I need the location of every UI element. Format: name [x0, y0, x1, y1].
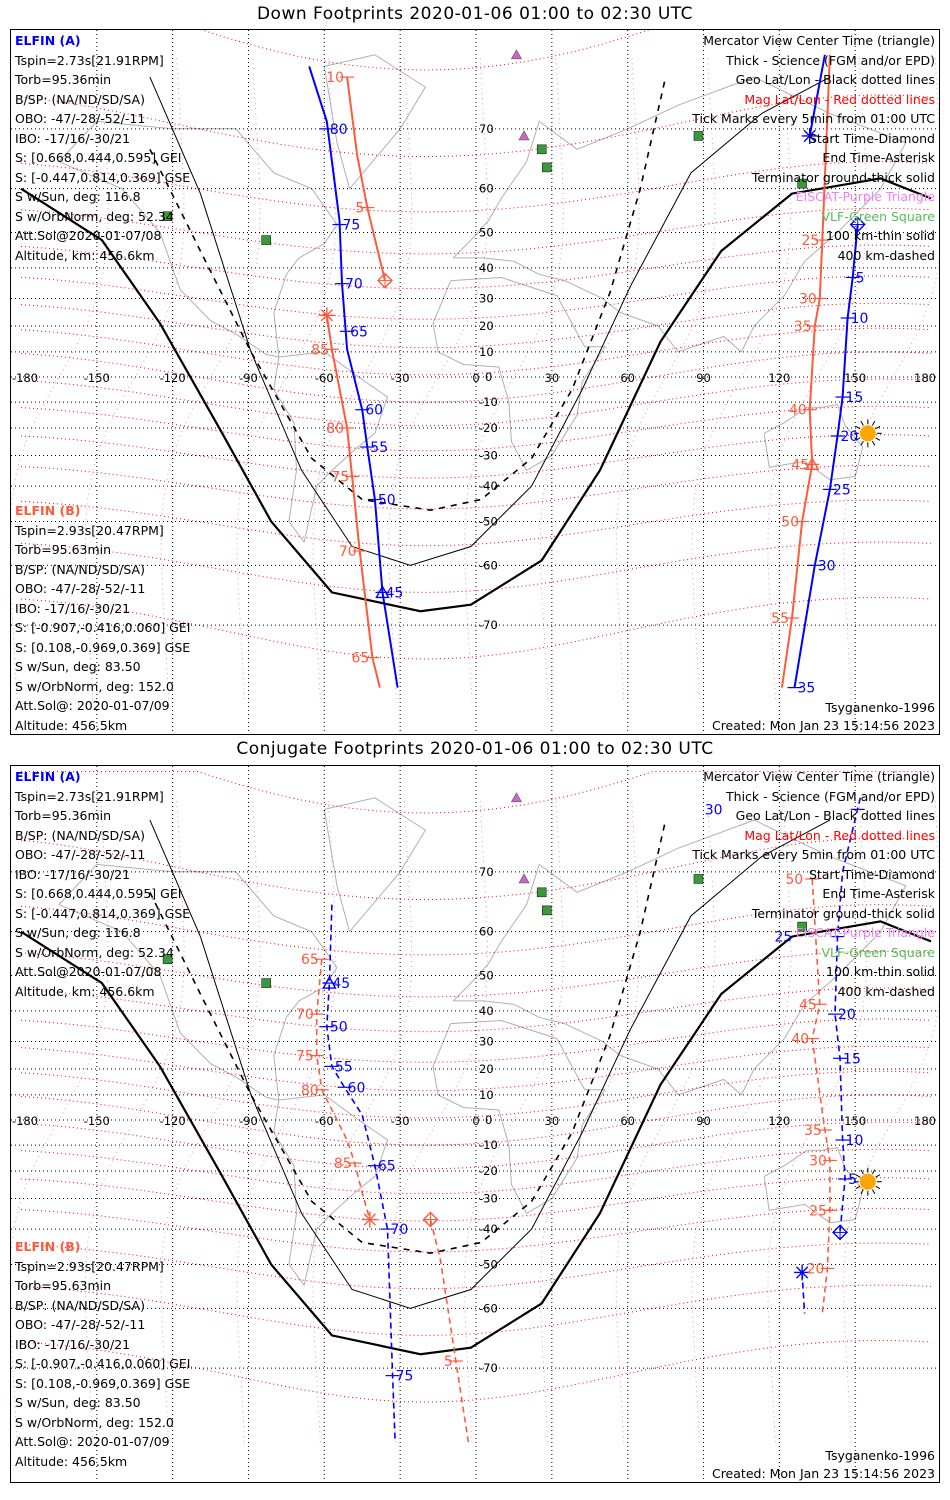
vlf-square	[694, 874, 703, 883]
lat-tick-label: -60	[479, 558, 498, 573]
tick-label: 75	[331, 469, 350, 486]
elfin-a-info-line: Tspin=2.73s[21.91RPM]	[15, 788, 164, 804]
elfin-b-info-line: S: [0.108,-0.969,0.369] GSE	[15, 639, 191, 655]
tick-label: 50	[785, 871, 804, 888]
elfin-b-info-line: Att.Sol@: 2020-01-07/09	[15, 698, 170, 713]
elfin-a-info-line: B/SP: (NA/ND/SD/SA)	[15, 827, 145, 843]
lon-tick-label: -120	[159, 371, 186, 385]
elfin-a-info-line: S: [0.668,0.444,0.595] GEI	[15, 150, 182, 165]
tick-label: 5	[443, 1354, 453, 1371]
lat-tick-label: 40	[479, 260, 494, 275]
tick-label: 45	[332, 976, 351, 993]
elfin-a-info-line: OBO: -47/-28/-52/-11	[15, 847, 146, 862]
lon-tick-label: 150	[844, 371, 867, 385]
tick-label: 20	[840, 429, 859, 446]
tick-label: 20	[806, 1261, 825, 1278]
lat-tick-label: 30	[479, 291, 494, 306]
elfin-a-info-line: Att.Sol@2020-01-07/08	[15, 228, 162, 243]
track-elfin-b	[326, 70, 392, 287]
tick-label: 65	[377, 1158, 396, 1175]
tick-label: 65	[350, 324, 368, 341]
track-elfin-b	[423, 1213, 468, 1443]
lon-tick-label: 60	[620, 1114, 636, 1128]
legend-entry: Tick Marks every 5min from 01:00 UTC	[692, 847, 935, 862]
vlf-square	[542, 906, 551, 915]
tick-label: 45	[798, 997, 817, 1014]
elfin-a-info-line: S: [0.668,0.444,0.595] GEI	[15, 886, 182, 901]
elfin-b-info-line: Torb=95.63min	[15, 542, 112, 557]
tick-label: 5	[848, 1172, 858, 1189]
model-label: Tsyganenko-1996	[825, 700, 935, 715]
lon-tick-label: -150	[83, 371, 110, 385]
tick-label: 15	[845, 390, 864, 407]
elfin-b-info-line: S: [0.108,-0.969,0.369] GSE	[15, 1375, 191, 1391]
lat-tick-label: -30	[479, 1191, 498, 1206]
lat-tick-label: -50	[479, 1257, 498, 1272]
elfin-b-info-line: IBO: -17/16/-30/21	[15, 600, 131, 616]
panel-title-conjugate: Conjugate Footprints 2020-01-06 01:00 to 02:30 UTC	[236, 739, 714, 759]
elfin-b-info-line: Tspin=2.93s[20.47RPM]	[15, 1258, 164, 1274]
tick-label: 35	[804, 1122, 822, 1139]
elfin-a-info-line: S: [-0.447,0.814,0.369] GSE	[15, 169, 191, 185]
legend-entry: End Time-Asterisk	[822, 150, 935, 165]
tick-label: 25	[801, 233, 820, 250]
elfin-a-info-line: OBO: -47/-28/-52/-11	[15, 111, 146, 126]
legend-entry: 400 km-dashed	[837, 247, 935, 263]
lat-tick-label: 10	[479, 1087, 494, 1102]
elfin-b-info-line: Att.Sol@: 2020-01-07/09	[15, 1434, 170, 1449]
legend-entry: VLF-Green Square	[821, 208, 935, 224]
lon-tick-label: 120	[768, 371, 791, 385]
tick-label: 25	[832, 482, 851, 499]
track-elfin-b	[296, 952, 378, 1227]
tick-label: 45	[791, 457, 810, 474]
eiscat-triangle	[519, 131, 529, 140]
elfin-a-info-line: Torb=95.36min	[15, 808, 112, 823]
lon-tick-label: -30	[390, 371, 410, 385]
elfin-b-info-line: Tspin=2.93s[20.47RPM]	[15, 522, 164, 538]
tick-label: 45	[385, 585, 404, 602]
lon-tick-label: 180	[914, 1114, 936, 1128]
vlf-square	[542, 163, 551, 172]
lat-tick-label: -20	[479, 1163, 498, 1178]
tick-label: 10	[326, 70, 345, 87]
track-line	[431, 1220, 469, 1443]
legend-entry: Start Time-Diamond	[808, 866, 935, 882]
elfin-a-info-line: Torb=95.36min	[15, 72, 112, 87]
lat-tick-label: 0	[485, 370, 493, 384]
start-time-diamond	[378, 274, 392, 288]
lat-tick-label: 70	[479, 121, 494, 136]
legend-entry: Geo Lat/Lon - Black dotted lines	[735, 808, 935, 823]
lat-tick-label: -10	[479, 395, 498, 410]
lat-tick-label: -70	[479, 618, 498, 633]
lat-tick-label: 50	[479, 225, 494, 240]
lon-tick-label: 120	[768, 1114, 791, 1128]
tick-label: 25	[774, 929, 793, 946]
tick-label: 70	[295, 1007, 314, 1024]
tick-label: 55	[370, 440, 389, 457]
elfin-a-info-line: Altitude, km: 456.6km	[15, 983, 155, 999]
lat-tick-label: -20	[479, 420, 498, 435]
tick-label: 65	[351, 650, 370, 667]
lat-tick-label: 20	[479, 1062, 494, 1077]
elfin-b-header: ELFIN (B)	[15, 1239, 81, 1254]
terminator-400km	[150, 77, 666, 510]
tick-label: 75	[395, 1368, 414, 1385]
elfin-a-header: ELFIN (A)	[15, 33, 81, 48]
vlf-square	[694, 131, 703, 140]
legend-entry: VLF-Green Square	[821, 944, 935, 960]
tick-label: 60	[347, 1080, 366, 1097]
lon-tick-label: 150	[844, 1114, 867, 1128]
lat-tick-label: 60	[479, 181, 494, 196]
elfin-b-info-line: Altitude: 456.5km	[15, 1453, 128, 1469]
tick-label: 5	[355, 200, 365, 217]
tick-label: 55	[334, 1059, 353, 1076]
elfin-a-info-line: IBO: -17/16/-30/21	[15, 866, 131, 882]
lon-tick-label: -30	[390, 1114, 410, 1128]
track-elfin-a	[705, 798, 865, 1240]
legend-entry: Tick Marks every 5min from 01:00 UTC	[692, 111, 935, 126]
tick-label: 40	[791, 1031, 810, 1048]
tick-label: 30	[798, 291, 817, 308]
lat-tick-label: 60	[479, 924, 494, 939]
elfin-a-header: ELFIN (A)	[15, 769, 81, 784]
legend-entry: Terminator ground-thick solid	[751, 169, 935, 185]
lat-tick-label: 0	[485, 1113, 493, 1127]
tick-label: 30	[809, 1153, 827, 1170]
created-timestamp: Created: Mon Jan 23 15:14:56 2023	[711, 718, 935, 733]
lon-tick-label: 30	[544, 371, 560, 385]
vlf-square	[537, 145, 546, 154]
legend-entry: Mercator View Center Time (triangle)	[703, 33, 935, 48]
tick-label: 80	[326, 420, 345, 437]
map-panel-down	[10, 29, 940, 735]
lon-tick-label: -90	[239, 371, 258, 385]
legend-entry: Mercator View Center Time (triangle)	[703, 769, 935, 784]
lon-tick-label: 30	[544, 1114, 560, 1128]
tick-label: 20	[837, 1007, 856, 1024]
lat-tick-label: 50	[479, 968, 494, 983]
lat-tick-label: -30	[479, 448, 498, 463]
lat-tick-label: -10	[479, 1138, 498, 1153]
panel-title-down: Down Footprints 2020-01-06 01:00 to 02:30 UTC	[256, 4, 694, 24]
elfin-a-info-line: Altitude, km: 456.6km	[15, 247, 155, 263]
elfin-b-info-line: S w/Sun, deg: 83.50	[15, 1395, 141, 1410]
elfin-a-info-line: S w/OrbNorm, deg: 52.34	[15, 944, 174, 960]
model-label: Tsyganenko-1996	[825, 1448, 935, 1463]
elfin-b-info-line: OBO: -47/-28/-52/-11	[15, 1317, 146, 1332]
lon-tick-label: -150	[83, 1114, 110, 1128]
lon-tick-label: 60	[620, 371, 636, 385]
lat-tick-label: 40	[479, 1003, 494, 1018]
legend-entry: Mag Lat/Lon - Red dotted lines	[744, 827, 935, 843]
tick-label: 80	[300, 1082, 319, 1099]
legend-entry: Geo Lat/Lon - Black dotted lines	[735, 72, 935, 87]
lat-tick-label: 20	[479, 319, 494, 334]
tick-label: 30	[817, 558, 836, 575]
start-time-diamond	[833, 1225, 847, 1239]
tick-label: 40	[788, 402, 807, 419]
elfin-b-info-line: Torb=95.63min	[15, 1278, 112, 1293]
track-elfin-b	[311, 307, 380, 687]
mag-lat-line	[21, 1149, 931, 1194]
lon-tick-label: -90	[239, 1114, 258, 1128]
legend-entry: End Time-Asterisk	[822, 886, 935, 901]
terminator-400km	[150, 820, 666, 1253]
tick-label: 80	[329, 121, 348, 138]
lon-tick-label: -180	[11, 1114, 39, 1128]
elfin-a-info-line: Tspin=2.73s[21.91RPM]	[15, 52, 164, 68]
elfin-b-info-line: B/SP: (NA/ND/SD/SA)	[15, 561, 145, 577]
lat-tick-label: 70	[479, 864, 494, 879]
tick-label: 75	[295, 1048, 314, 1065]
elfin-b-info-line: S: [-0.907,-0.416,0.060] GEI	[15, 620, 191, 635]
legend-entry: EISCAT-Purple Triangle	[795, 925, 935, 940]
lat-tick-label: -40	[479, 479, 498, 494]
lon-tick-label: -60	[314, 1114, 334, 1128]
tick-label: 35	[793, 319, 812, 336]
legend-entry: Thick - Science (FGM and/or EPD)	[726, 788, 935, 804]
elfin-b-info-line: OBO: -47/-28/-52/-11	[15, 581, 146, 596]
eiscat-triangle	[511, 793, 521, 802]
tick-label: 65	[300, 952, 319, 969]
tick-label: 25	[809, 1203, 827, 1220]
lat-tick-label: 30	[479, 1034, 494, 1049]
lat-tick-label: -60	[479, 1301, 498, 1316]
tick-label: 50	[329, 1019, 348, 1036]
sun-icon	[854, 1168, 882, 1196]
lon-tick-label: 90	[696, 1114, 711, 1128]
elfin-a-info-line: S w/Sun, deg: 116.8	[15, 189, 141, 204]
legend-entry: 400 km-dashed	[837, 983, 935, 999]
eiscat-triangle	[519, 874, 529, 883]
lon-tick-label: -120	[159, 1114, 186, 1128]
legend-entry: Mag Lat/Lon - Red dotted lines	[744, 91, 935, 107]
legend-entry: 100 km-thin solid	[826, 228, 935, 243]
tick-label: 30	[704, 802, 723, 819]
tick-label: 15	[843, 1051, 861, 1068]
elfin-b-info-line: S w/Sun, deg: 83.50	[15, 659, 141, 674]
legend-entry: Start Time-Diamond	[808, 130, 935, 146]
legend-entry: 100 km-thin solid	[826, 964, 935, 979]
elfin-a-info-line: S w/OrbNorm, deg: 52.34	[15, 208, 174, 224]
lon-tick-label: -180	[11, 371, 39, 385]
vlf-square	[537, 888, 546, 897]
tick-label: 85	[333, 1156, 352, 1173]
legend-entry: Thick - Science (FGM and/or EPD)	[726, 52, 935, 68]
lon-tick-label: -60	[314, 371, 334, 385]
end-time-asterisk	[319, 307, 335, 323]
elfin-a-info-line: B/SP: (NA/ND/SD/SA)	[15, 91, 145, 107]
tick-label: 10	[845, 1133, 864, 1150]
track-elfin-a	[320, 905, 414, 1443]
tick-label: 85	[311, 342, 329, 359]
elfin-a-info-line: Att.Sol@2020-01-07/08	[15, 964, 162, 979]
tick-label: 75	[342, 217, 361, 234]
end-time-asterisk	[362, 1212, 378, 1228]
lon-tick-label: 0	[472, 1114, 480, 1128]
tick-label: 55	[771, 611, 789, 628]
created-timestamp: Created: Mon Jan 23 15:14:56 2023	[711, 1466, 935, 1481]
elfin-b-info-line: S: [-0.907,-0.416,0.060] GEI	[15, 1356, 191, 1371]
elfin-b-info-line: S w/OrbNorm, deg: 152.0	[15, 1414, 174, 1430]
elfin-a-info-line: S w/Sun, deg: 116.8	[15, 925, 141, 940]
eiscat-triangle	[511, 50, 521, 59]
lat-tick-label: -50	[479, 514, 498, 529]
elfin-b-header: ELFIN (B)	[15, 503, 81, 518]
tick-label: 50	[781, 514, 800, 531]
legend-entry: EISCAT-Purple Triangle	[795, 189, 935, 204]
lon-tick-label: 0	[472, 371, 480, 385]
elfin-b-info-line: S w/OrbNorm, deg: 152.0	[15, 678, 174, 694]
vlf-square	[262, 236, 271, 245]
start-time-diamond	[423, 1213, 437, 1227]
vlf-square	[262, 979, 271, 988]
lat-tick-label: 10	[479, 344, 494, 359]
elfin-b-info-line: Altitude: 456.5km	[15, 717, 128, 733]
tick-label: 70	[338, 543, 357, 560]
tick-label: 5	[855, 270, 865, 287]
tick-label: 10	[850, 310, 869, 327]
elfin-b-info-line: IBO: -17/16/-30/21	[15, 1336, 131, 1352]
elfin-a-info-line: IBO: -17/16/-30/21	[15, 130, 131, 146]
elfin-a-info-line: S: [-0.447,0.814,0.369] GSE	[15, 905, 191, 921]
lat-tick-label: -40	[479, 1222, 498, 1237]
tick-label: 50	[377, 492, 396, 509]
tick-label: 70	[345, 276, 363, 293]
mag-lat-line	[21, 1046, 931, 1091]
legend-entry: Terminator ground-thick solid	[751, 905, 935, 921]
tick-label: 60	[365, 402, 384, 419]
lon-tick-label: 180	[914, 371, 936, 385]
mag-lat-line	[21, 1340, 931, 1402]
lat-tick-label: -70	[479, 1361, 498, 1376]
tick-label: 70	[390, 1222, 409, 1239]
lon-tick-label: 90	[696, 371, 711, 385]
tick-label: 35	[797, 680, 816, 697]
map-panel-conjugate	[10, 765, 940, 1483]
elfin-b-info-line: B/SP: (NA/ND/SD/SA)	[15, 1297, 145, 1313]
track-line	[347, 77, 385, 281]
